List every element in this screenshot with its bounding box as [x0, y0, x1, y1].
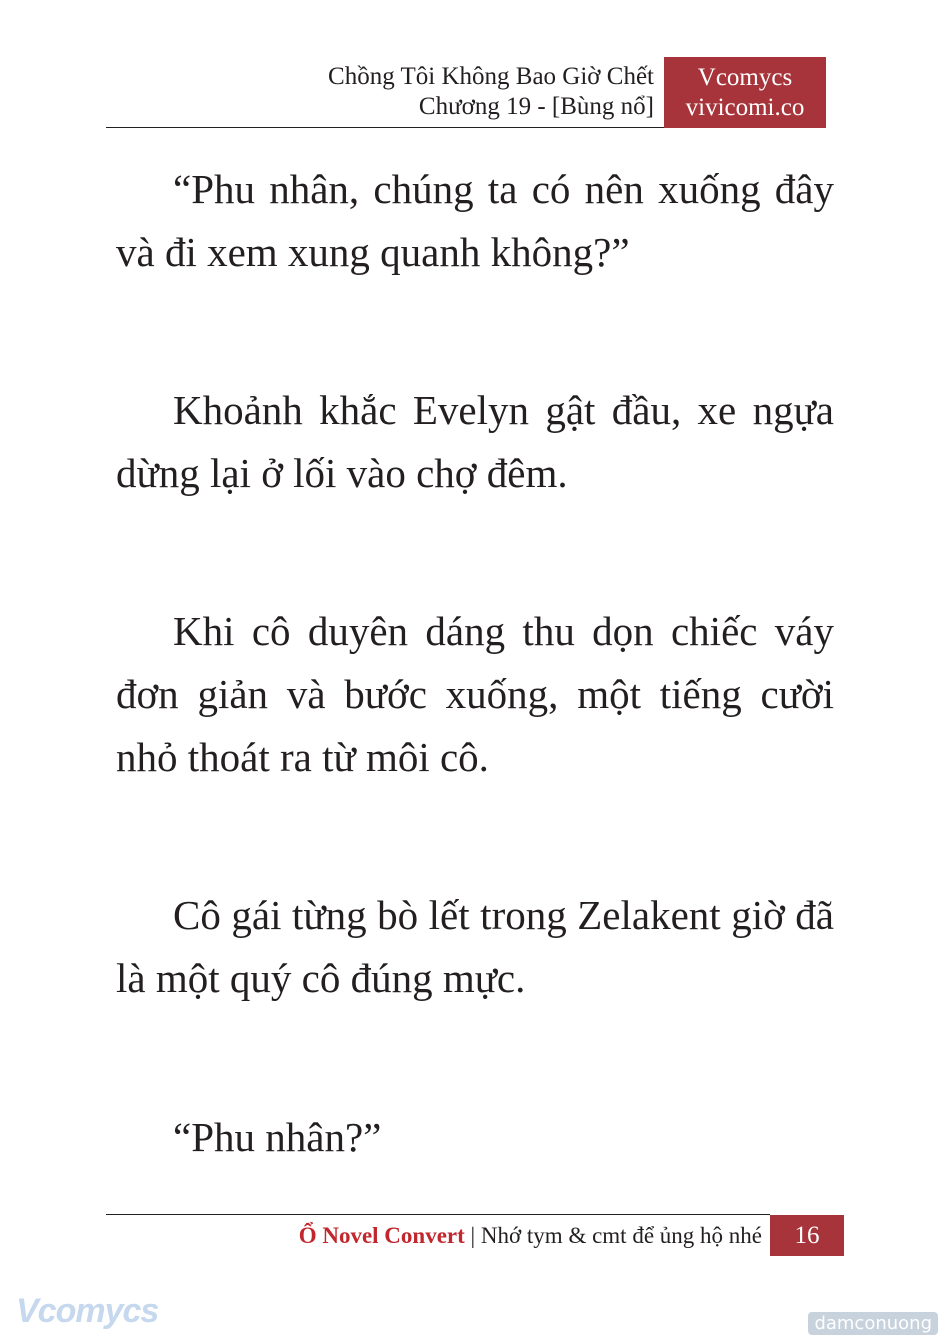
- page-number: 16: [770, 1215, 844, 1256]
- header-divider: [106, 127, 664, 128]
- paragraph-3: Khi cô duyên dáng thu dọn chiếc váy đơn giản và bước xuống, một tiếng cười nhỏ thoát ra từ môi cô.: [116, 608, 834, 780]
- vcomycs-logo: Vcomycs: [16, 1292, 159, 1330]
- brand-name: Vcomycs: [697, 64, 793, 91]
- footer-note: [299, 1221, 762, 1251]
- brand-site: vivicomi.co: [685, 94, 805, 121]
- chapter-title: Chương 19 - [Bùng nổ]: [418, 93, 654, 120]
- paragraph-1: “Phu nhân, chúng ta có nên xuống đây và đi xem xung quanh không?”: [116, 166, 834, 275]
- footer-brand: Ổ Novel Convert: [298, 1223, 465, 1248]
- header-titles: [328, 62, 654, 122]
- watermark: damconuong: [808, 1312, 938, 1335]
- book-title: Chồng Tôi Không Bao Giờ Chết: [328, 63, 654, 90]
- footer-separator: |: [464, 1223, 481, 1248]
- paragraph-5: “Phu nhân?”: [173, 1114, 382, 1160]
- footer-message: Nhớ tym & cmt để ủng hộ nhé: [480, 1223, 762, 1248]
- header-brand-box: [664, 57, 826, 128]
- paragraph-4: Cô gái từng bò lết trong Zelakent giờ đã là một quý cô đúng mực.: [116, 892, 834, 1001]
- footer-divider: [106, 1214, 770, 1215]
- paragraph-2: Khoảnh khắc Evelyn gật đầu, xe ngựa dừng lại ở lối vào chợ đêm.: [116, 387, 834, 496]
